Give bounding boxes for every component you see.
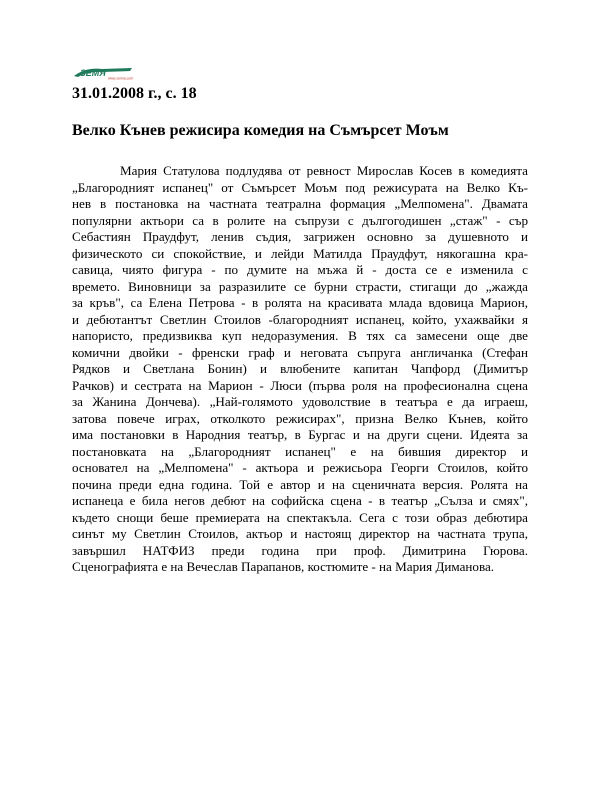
body-line: основател на „Мелпомена" - актьора и режисьора Георги Стоилов, който [72, 460, 528, 475]
body-line: „Благородният испанец" от Съмърсет Моъм под режисурата на Велко Къ- [72, 179, 528, 195]
body-line: физическото си спокойствие, и лейди Матилда Праудфут, някогашна кра- [72, 245, 528, 261]
body-line: Себастиян Праудфут, лeнив съдия, загрижен основно за душевното и [72, 229, 528, 244]
body-line: Рачков) и сестрата на Марион - Люси (първа роля на професионална сцена [72, 377, 528, 393]
body-line: има постановки в Народния театър, в Бургас и на други сцени. Идеята за [72, 427, 528, 442]
body-line: нев в постановка на частната театрална формация „Мелпомена". Двамата [72, 196, 528, 211]
body-line: и дебютантът Светлин Стоилов -благородният испанец, който, ухажвайки я [72, 311, 528, 327]
article-body [72, 163, 528, 576]
body-line: почина преди една година. Той е автор и на сценичната версия. Ролята на [72, 476, 528, 492]
body-line: където снощи беше премиерата на спектакъла. Сега с този образ дебютира [72, 509, 528, 525]
body-line: Сценографията е на Вечеслав Парапанов, костюмите - на Мария Диманова. [72, 559, 495, 574]
body-line: за Жанина Дончева). „Най-голямото удоволствие в театъра е да играеш, [72, 394, 528, 409]
body-line: напористо, предизвиква куп недоразумения. В тях са замесени още две [72, 328, 528, 343]
logo-url: www.zemia.com [108, 76, 134, 80]
body-line: постановката на „Благородният испанец" е на бившия директор и [72, 443, 528, 459]
body-line: Рядков и Светлана Бонин) и влюбените капитан Чапфорд (Димитър [72, 361, 528, 376]
body-line: за кръв", са Елена Петрова - в ролята на красивата млада вдовица Марион, [72, 295, 528, 310]
zemia-logo-icon [72, 66, 136, 80]
body-line: испанеца е била негов дебют на софийска сцена - в театър „Сълза и смях", [72, 493, 528, 508]
body-line: савица, чиято фигура - по думите на мъжа й - доста се е изменила с [72, 262, 528, 277]
body-line: завършил НАТФИЗ преди година при проф. Димитрина Гюрова. [72, 542, 528, 558]
article-title: Велко Кънев режисира комедия на Съмърсет Моъм [72, 122, 449, 139]
body-line: времето. Виновници за разразилите се бурни страсти, стигащи до „жажда [72, 278, 528, 294]
body-line: Мария Статулова подлудява от ревност Мирослав Косев в комедията [120, 163, 528, 178]
publication-date: 31.01.2008 г., с. 18 [72, 85, 197, 102]
newspaper-logo [72, 66, 136, 80]
body-line: комични двойки - френски граф и неговата съпруга англичанка (Стефан [72, 344, 528, 360]
body-line: затова повече играх, отколкото режисирах", призна Велко Кънев, който [72, 410, 528, 426]
body-line: популярни актьори са в ролите на съпрузи с дългогодишен „стаж" - сър [72, 212, 528, 228]
logo-wordmark: ЗЕМЯ [80, 68, 106, 78]
body-line: синът му Светлин Стоилов, актьор и настоящ директор на частната трупа, [72, 526, 528, 541]
